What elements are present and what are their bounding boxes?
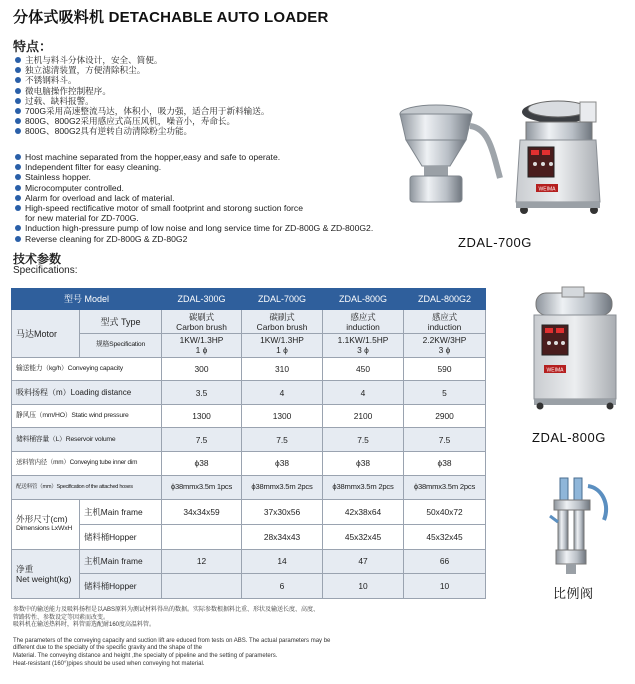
table-cell: 3.5 bbox=[162, 381, 242, 405]
table-cell: 1KW/1.3HP 1 ϕ bbox=[242, 334, 323, 358]
table-cell: 450 bbox=[323, 357, 404, 381]
row-label: 输送能力（kg/h）Conveying capacity bbox=[12, 357, 162, 381]
list-item: Independent filter for easy cleaning. bbox=[13, 162, 373, 172]
table-cell: 7.5 bbox=[162, 428, 242, 452]
row-label: 配送料管（mm）Specification of the attached hoses bbox=[12, 475, 162, 500]
table-cell: 2.2KW/3HP 3 ϕ bbox=[404, 334, 486, 358]
list-item: 过载、缺料报警。 bbox=[13, 96, 269, 106]
footnote-en: different due to the specialty of the specific gravity and the shape of the bbox=[13, 645, 203, 652]
table-cell: 590 bbox=[404, 357, 486, 381]
main-frame-label: 主机Main frame bbox=[80, 549, 162, 574]
features-cn-list bbox=[13, 55, 269, 137]
footnote-cn: 吸料机在输送热料时，料管需选配耐160度高温料管。 bbox=[13, 622, 156, 629]
table-cell: ϕ38 bbox=[242, 452, 323, 476]
footnotes bbox=[13, 607, 373, 668]
features-en-list bbox=[13, 152, 373, 244]
list-item-continuation: for new material for ZD-700G. bbox=[25, 213, 139, 224]
row-label: 送料管内径（mm）Conveying tube inner dim bbox=[12, 452, 162, 476]
motor-type-label: 型式 Type bbox=[80, 310, 162, 334]
list-item: 独立滤清装置，方便清除积尘。 bbox=[13, 65, 269, 75]
specifications-table bbox=[11, 288, 486, 599]
model-name: ZDAL-300G bbox=[162, 289, 242, 310]
motor-spec-label: 规格Specification bbox=[80, 334, 162, 358]
table-cell: 10 bbox=[404, 574, 486, 599]
list-item: 800G、800G2采用感应式高压风机，噪音小，寿命长。 bbox=[13, 116, 269, 126]
table-cell: ϕ38mmx3.5m 2pcs bbox=[242, 475, 323, 500]
table-cell: 28x34x43 bbox=[242, 524, 323, 549]
list-item: 主机与料斗分体设计，安全、简便。 bbox=[13, 55, 269, 65]
table-cell: 14 bbox=[242, 549, 323, 574]
table-cell: 12 bbox=[162, 549, 242, 574]
page-title: 分体式吸料机 DETACHABLE AUTO LOADER bbox=[13, 9, 329, 26]
model-header: 型号 Model bbox=[12, 289, 162, 310]
table-cell bbox=[162, 524, 242, 549]
caption-zdal-700g: ZDAL-700G bbox=[458, 235, 532, 250]
list-item: Host machine separated from the hopper,easy and safe to operate. bbox=[13, 152, 373, 162]
caption-proportional-valve: 比例阀 bbox=[553, 586, 594, 601]
table-row bbox=[12, 549, 486, 574]
table-row bbox=[12, 404, 486, 428]
list-item: 微电脑操作控制程序。 bbox=[13, 86, 269, 96]
table-row bbox=[12, 428, 486, 452]
table-cell: ϕ38 bbox=[162, 452, 242, 476]
table-cell: 10 bbox=[323, 574, 404, 599]
table-cell: 感应式 induction bbox=[323, 310, 404, 334]
list-item: Stainless hopper. bbox=[13, 172, 373, 182]
table-cell: 6 bbox=[242, 574, 323, 599]
table-cell: 37x30x56 bbox=[242, 500, 323, 525]
table-row bbox=[12, 334, 486, 358]
table-cell: 45x32x45 bbox=[404, 524, 486, 549]
table-cell: 感应式 induction bbox=[404, 310, 486, 334]
table-cell: ϕ38mmx3.5m 2pcs bbox=[404, 475, 486, 500]
table-row bbox=[12, 357, 486, 381]
specifications-heading-en: Specifications: bbox=[13, 265, 78, 276]
table-row bbox=[12, 310, 486, 334]
model-name: ZDAL-700G bbox=[242, 289, 323, 310]
brand-badge-800g: WEIMA bbox=[546, 367, 564, 374]
motor-label: 马达Motor bbox=[12, 310, 80, 357]
table-row bbox=[12, 381, 486, 405]
table-cell: 42x38x64 bbox=[323, 500, 404, 525]
table-row bbox=[12, 574, 486, 599]
table-cell: 7.5 bbox=[242, 428, 323, 452]
table-cell: ϕ38 bbox=[404, 452, 486, 476]
table-cell: 1300 bbox=[162, 404, 242, 428]
table-cell: ϕ38mmx3.5m 1pcs bbox=[162, 475, 242, 500]
list-item: Alarm for overload and lack of material. bbox=[13, 193, 373, 203]
table-cell: ϕ38mmx3.5m 2pcs bbox=[323, 475, 404, 500]
hopper-label: 储料桶Hopper bbox=[80, 524, 162, 549]
table-cell: 66 bbox=[404, 549, 486, 574]
zdal-700g-illustration bbox=[388, 92, 626, 232]
proportional-valve-illustration bbox=[540, 476, 615, 576]
table-cell: 2900 bbox=[404, 404, 486, 428]
list-item: High-speed rectificative motor of small footprint and storong suction force bbox=[13, 203, 373, 213]
row-label: 静风压（mm/HO）Static wind pressure bbox=[12, 404, 162, 428]
table-cell: 4 bbox=[242, 381, 323, 405]
net-weight-label: 净重 Net weight(kg) bbox=[12, 549, 80, 598]
row-label: 储料桶容量（L）Reservoir volume bbox=[12, 428, 162, 452]
specifications-heading-cn: 技术参数 bbox=[13, 252, 62, 266]
list-item: Reverse cleaning for ZD-800G & ZD-80G2 bbox=[13, 234, 373, 244]
table-cell: 300 bbox=[162, 357, 242, 381]
table-cell: ϕ38 bbox=[323, 452, 404, 476]
table-cell: 34x34x59 bbox=[162, 500, 242, 525]
table-cell: 50x40x72 bbox=[404, 500, 486, 525]
footnote-cn: 参数中的输送能力及吸料扬程是以ABS原料为测试材料得出的数据。实际参数根据料比重、形状及输送长度、高度、 bbox=[13, 607, 320, 613]
model-name: ZDAL-800G bbox=[323, 289, 404, 310]
table-cell: 2100 bbox=[323, 404, 404, 428]
list-item: 800G、800G2具有逆转自动清除粉尘功能。 bbox=[13, 126, 269, 136]
table-cell: 45x32x45 bbox=[323, 524, 404, 549]
table-row bbox=[12, 452, 486, 476]
table-cell: 47 bbox=[323, 549, 404, 574]
caption-zdal-800g: ZDAL-800G bbox=[532, 430, 606, 445]
table-cell: 5 bbox=[404, 381, 486, 405]
features-heading: 特点： bbox=[13, 39, 53, 54]
footnote-en: Heat-resistant (160°)pipes should be used when conveying hot material. bbox=[13, 660, 205, 667]
main-frame-label: 主机Main frame bbox=[80, 500, 162, 525]
table-cell: 7.5 bbox=[404, 428, 486, 452]
table-row bbox=[12, 500, 486, 525]
table-cell: 碳刷式 Carbon brush bbox=[162, 310, 242, 334]
list-item: 不锈钢料斗。 bbox=[13, 75, 269, 85]
brand-badge-700g: WEIMA bbox=[538, 186, 556, 193]
row-label: 吸料扬程（m）Loading distance bbox=[12, 381, 162, 405]
dimensions-label: 外形尺寸(cm) Dimensions LxWxH bbox=[12, 500, 80, 549]
table-cell: 310 bbox=[242, 357, 323, 381]
footnote-cn: 管路转性、参数设定等因素而改变。 bbox=[13, 614, 110, 621]
table-cell: 碳刷式 Carbon brush bbox=[242, 310, 323, 334]
model-name: ZDAL-800G2 bbox=[404, 289, 486, 310]
table-row bbox=[12, 475, 486, 500]
list-item: 700G采用高速整流马达，体积小，吸力强，适合用于新料输送。 bbox=[13, 106, 269, 116]
footnote-en: The parameters of the conveying capacity and suction lift are educed from tests on ABS. The actual parameters may be bbox=[13, 637, 331, 644]
table-cell: 1KW/1.3HP 1 ϕ bbox=[162, 334, 242, 358]
list-item: Microcomputer controlled. bbox=[13, 183, 373, 193]
table-row bbox=[12, 524, 486, 549]
table-header-row bbox=[12, 289, 486, 310]
table-cell: 4 bbox=[323, 381, 404, 405]
zdal-800g-illustration bbox=[530, 285, 620, 410]
table-cell: 1300 bbox=[242, 404, 323, 428]
footnote-en: Material. The conveying distance and height ,the specialty of pipeline and the setting of parameters. bbox=[13, 652, 278, 659]
hopper-label: 储料桶Hopper bbox=[80, 574, 162, 599]
table-cell: 1.1KW/1.5HP 3 ϕ bbox=[323, 334, 404, 358]
table-cell: 7.5 bbox=[323, 428, 404, 452]
table-cell bbox=[162, 574, 242, 599]
list-item: Induction high-pressure pump of low noise and long service time for ZD-800G & ZD-800G2. bbox=[13, 223, 373, 233]
